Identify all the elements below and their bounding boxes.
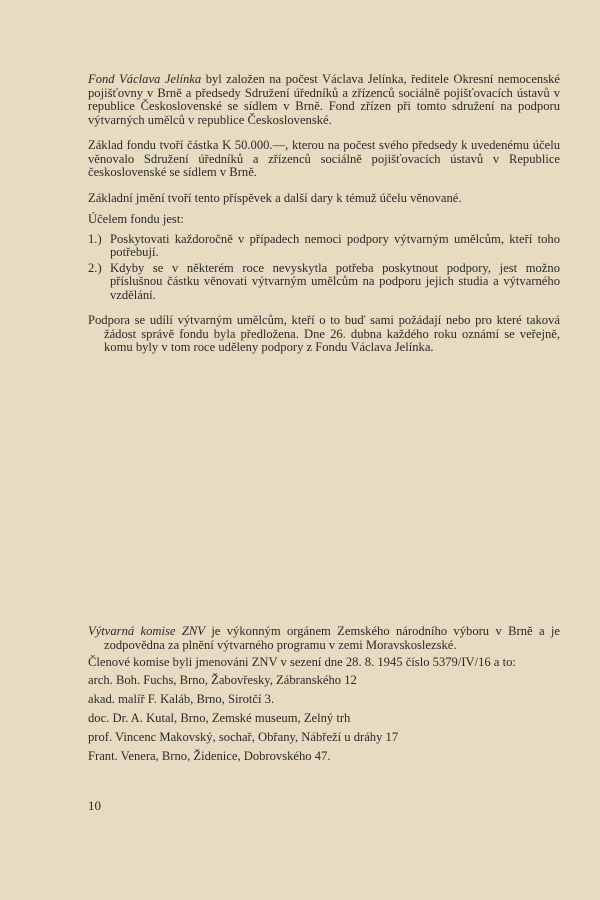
fond-purpose-heading: Účelem fondu jest: [88, 212, 184, 226]
komise-section [88, 625, 560, 766]
purpose-item-number: 1.) [88, 231, 102, 246]
komise-members-intro: Členové komise byli jmenováni ZNV v sezení dne 28. 8. 1945 číslo 5379/IV/16 a to: [88, 655, 516, 669]
member-line: akad. malíř F. Kaláb, Brno, Sirotčí 3. [88, 691, 275, 706]
purpose-item-2 [88, 262, 560, 303]
member-line: doc. Dr. A. Kutal, Brno, Zemské museum, Zelný trh [88, 710, 351, 725]
member-line: arch. Boh. Fuchs, Brno, Žabovřesky, Zábranského 12 [88, 672, 357, 687]
fond-section [88, 73, 560, 355]
fond-basis-paragraph: Základ fondu tvoří částka K 50.000.—, kterou na počest svého předsedy k uvedenému účelu věnovalo Sdružení úředníků a zřízenců sociálně pojišťovacích ústavů v Republice československé se sídlem v Brně. [88, 138, 560, 179]
member-line: prof. Vincenc Makovský, sochař, Obřany, Nábřeží u dráhy 17 [88, 729, 399, 744]
fond-support-paragraph: Podpora se udílí výtvarným umělcům, kteří o to buď sami požádají nebo pro které taková žádost správě fondu byla předložena. Dne 26. dubna každého roku oznámí se veřejně, komu byly v tom roce uděleny podpory z Fondu Václava Jelínka. [88, 313, 560, 354]
komise-members-list [88, 671, 560, 766]
page-number: 10 [88, 798, 101, 813]
fond-intro-paragraph [88, 73, 560, 127]
fond-assets-paragraph: Základní jmění tvoří tento příspěvek a další dary k témuž účelu věnované. [88, 190, 462, 205]
komise-name: Výtvarná komise ZNV [88, 624, 205, 638]
purpose-item-number: 2.) [88, 260, 102, 275]
fond-name: Fond Václava Jelínka [88, 72, 202, 86]
purpose-item-text: Poskytovati každoročně v případech nemoci podpory výtvarným umělcům, kteří toho potřebují. [110, 231, 560, 259]
purpose-item-1 [88, 233, 560, 260]
purpose-item-text: Kdyby se v některém roce nevyskytla potřeba poskytnout podpory, jest možno příslušnou částku věnovati výtvarným umělcům na podporu jejich studia a výtvarného vzdělání. [110, 260, 560, 302]
komise-intro-text: je výkonným orgánem Zemského národního výboru v Brně a je zodpovědna za plnění výtvarného programu v zemi Moravskoslezské. [104, 624, 560, 652]
fond-intro-text: byl založen na počest Václava Jelínka, ředitele Okresní nemocenské pojišťovny v Brně a předsedy Sdružení úředníků a zřízenců sociálně pojišťovacích ústavů v republice Československé se sídlem v Brně. Fond zřízen při tomto sdružení na podporu výtvarných umělců v republice Československé. [88, 72, 560, 127]
member-line: Frant. Venera, Brno, Židenice, Dobrovského 47. [88, 748, 331, 763]
komise-intro-paragraph [88, 625, 560, 652]
